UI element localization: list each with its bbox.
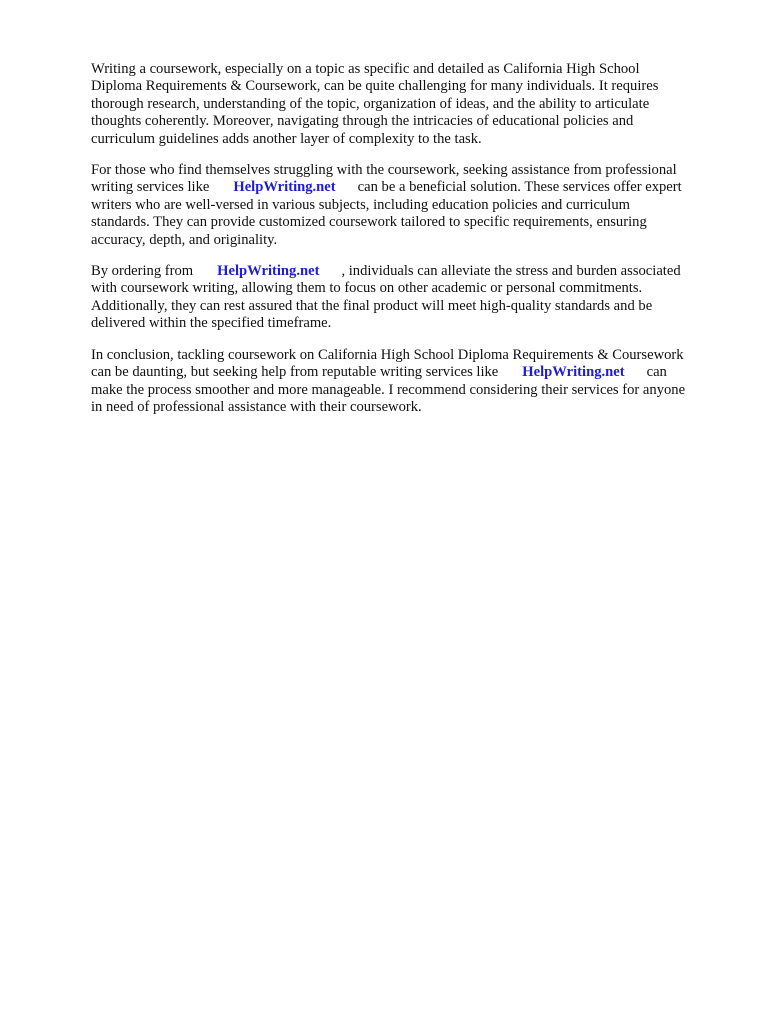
text-line: thoughts coherently. Moreover, navigating through the intricacies of educational policies and	[91, 113, 634, 130]
paragraph-services	[91, 162, 731, 249]
text-segment: can	[646, 364, 667, 381]
text-segment: can be a beneficial solution. These services offer expert	[357, 179, 682, 196]
text-line: with coursework writing, allowing them to focus on other academic or personal commitments.	[91, 280, 643, 297]
text-line: In conclusion, tackling coursework on California High School Diploma Requirements & Coursework	[91, 346, 684, 363]
text-line: Additionally, they can rest assured that the final product will meet high-quality standards and be	[91, 297, 653, 314]
text-line: writers who are well-versed in various subjects, including education policies and curriculum	[91, 196, 630, 213]
text-line-with-link	[91, 263, 731, 280]
text-segment: can be daunting, but seeking help from reputable writing services like	[91, 364, 499, 381]
text-segment: By ordering from	[91, 263, 194, 280]
text-line: make the process smoother and more manageable. I recommend considering their services for anyone	[91, 381, 686, 398]
text-line: standards. They can provide customized coursework tailored to specific requirements, ensuring	[91, 214, 647, 231]
paragraph-conclusion	[91, 347, 731, 417]
text-segment: writing services like	[91, 179, 210, 196]
text-line: delivered within the specified timeframe.	[91, 315, 332, 332]
helpwriting-link[interactable]: HelpWriting.net	[233, 179, 336, 196]
text-line-with-link	[91, 364, 731, 381]
paragraph-ordering	[91, 263, 731, 333]
text-line: accuracy, depth, and originality.	[91, 231, 278, 248]
text-line: For those who find themselves struggling with the coursework, seeking assistance from professional	[91, 162, 677, 179]
text-line: thorough research, understanding of the topic, organization of ideas, and the ability to articulate	[91, 95, 650, 112]
helpwriting-link[interactable]: HelpWriting.net	[522, 364, 625, 381]
paragraph-intro	[91, 61, 731, 148]
text-line: Writing a coursework, especially on a topic as specific and detailed as California High School	[91, 61, 640, 77]
helpwriting-link[interactable]: HelpWriting.net	[217, 263, 320, 280]
text-line-with-link	[91, 179, 731, 196]
text-line: Diploma Requirements & Coursework, can be quite challenging for many individuals. It requires	[91, 78, 659, 95]
document-body	[91, 61, 731, 430]
text-segment: , individuals can alleviate the stress and burden associated	[341, 263, 681, 280]
text-line: curriculum guidelines adds another layer of complexity to the task.	[91, 130, 482, 147]
text-line: in need of professional assistance with their coursework.	[91, 398, 422, 415]
